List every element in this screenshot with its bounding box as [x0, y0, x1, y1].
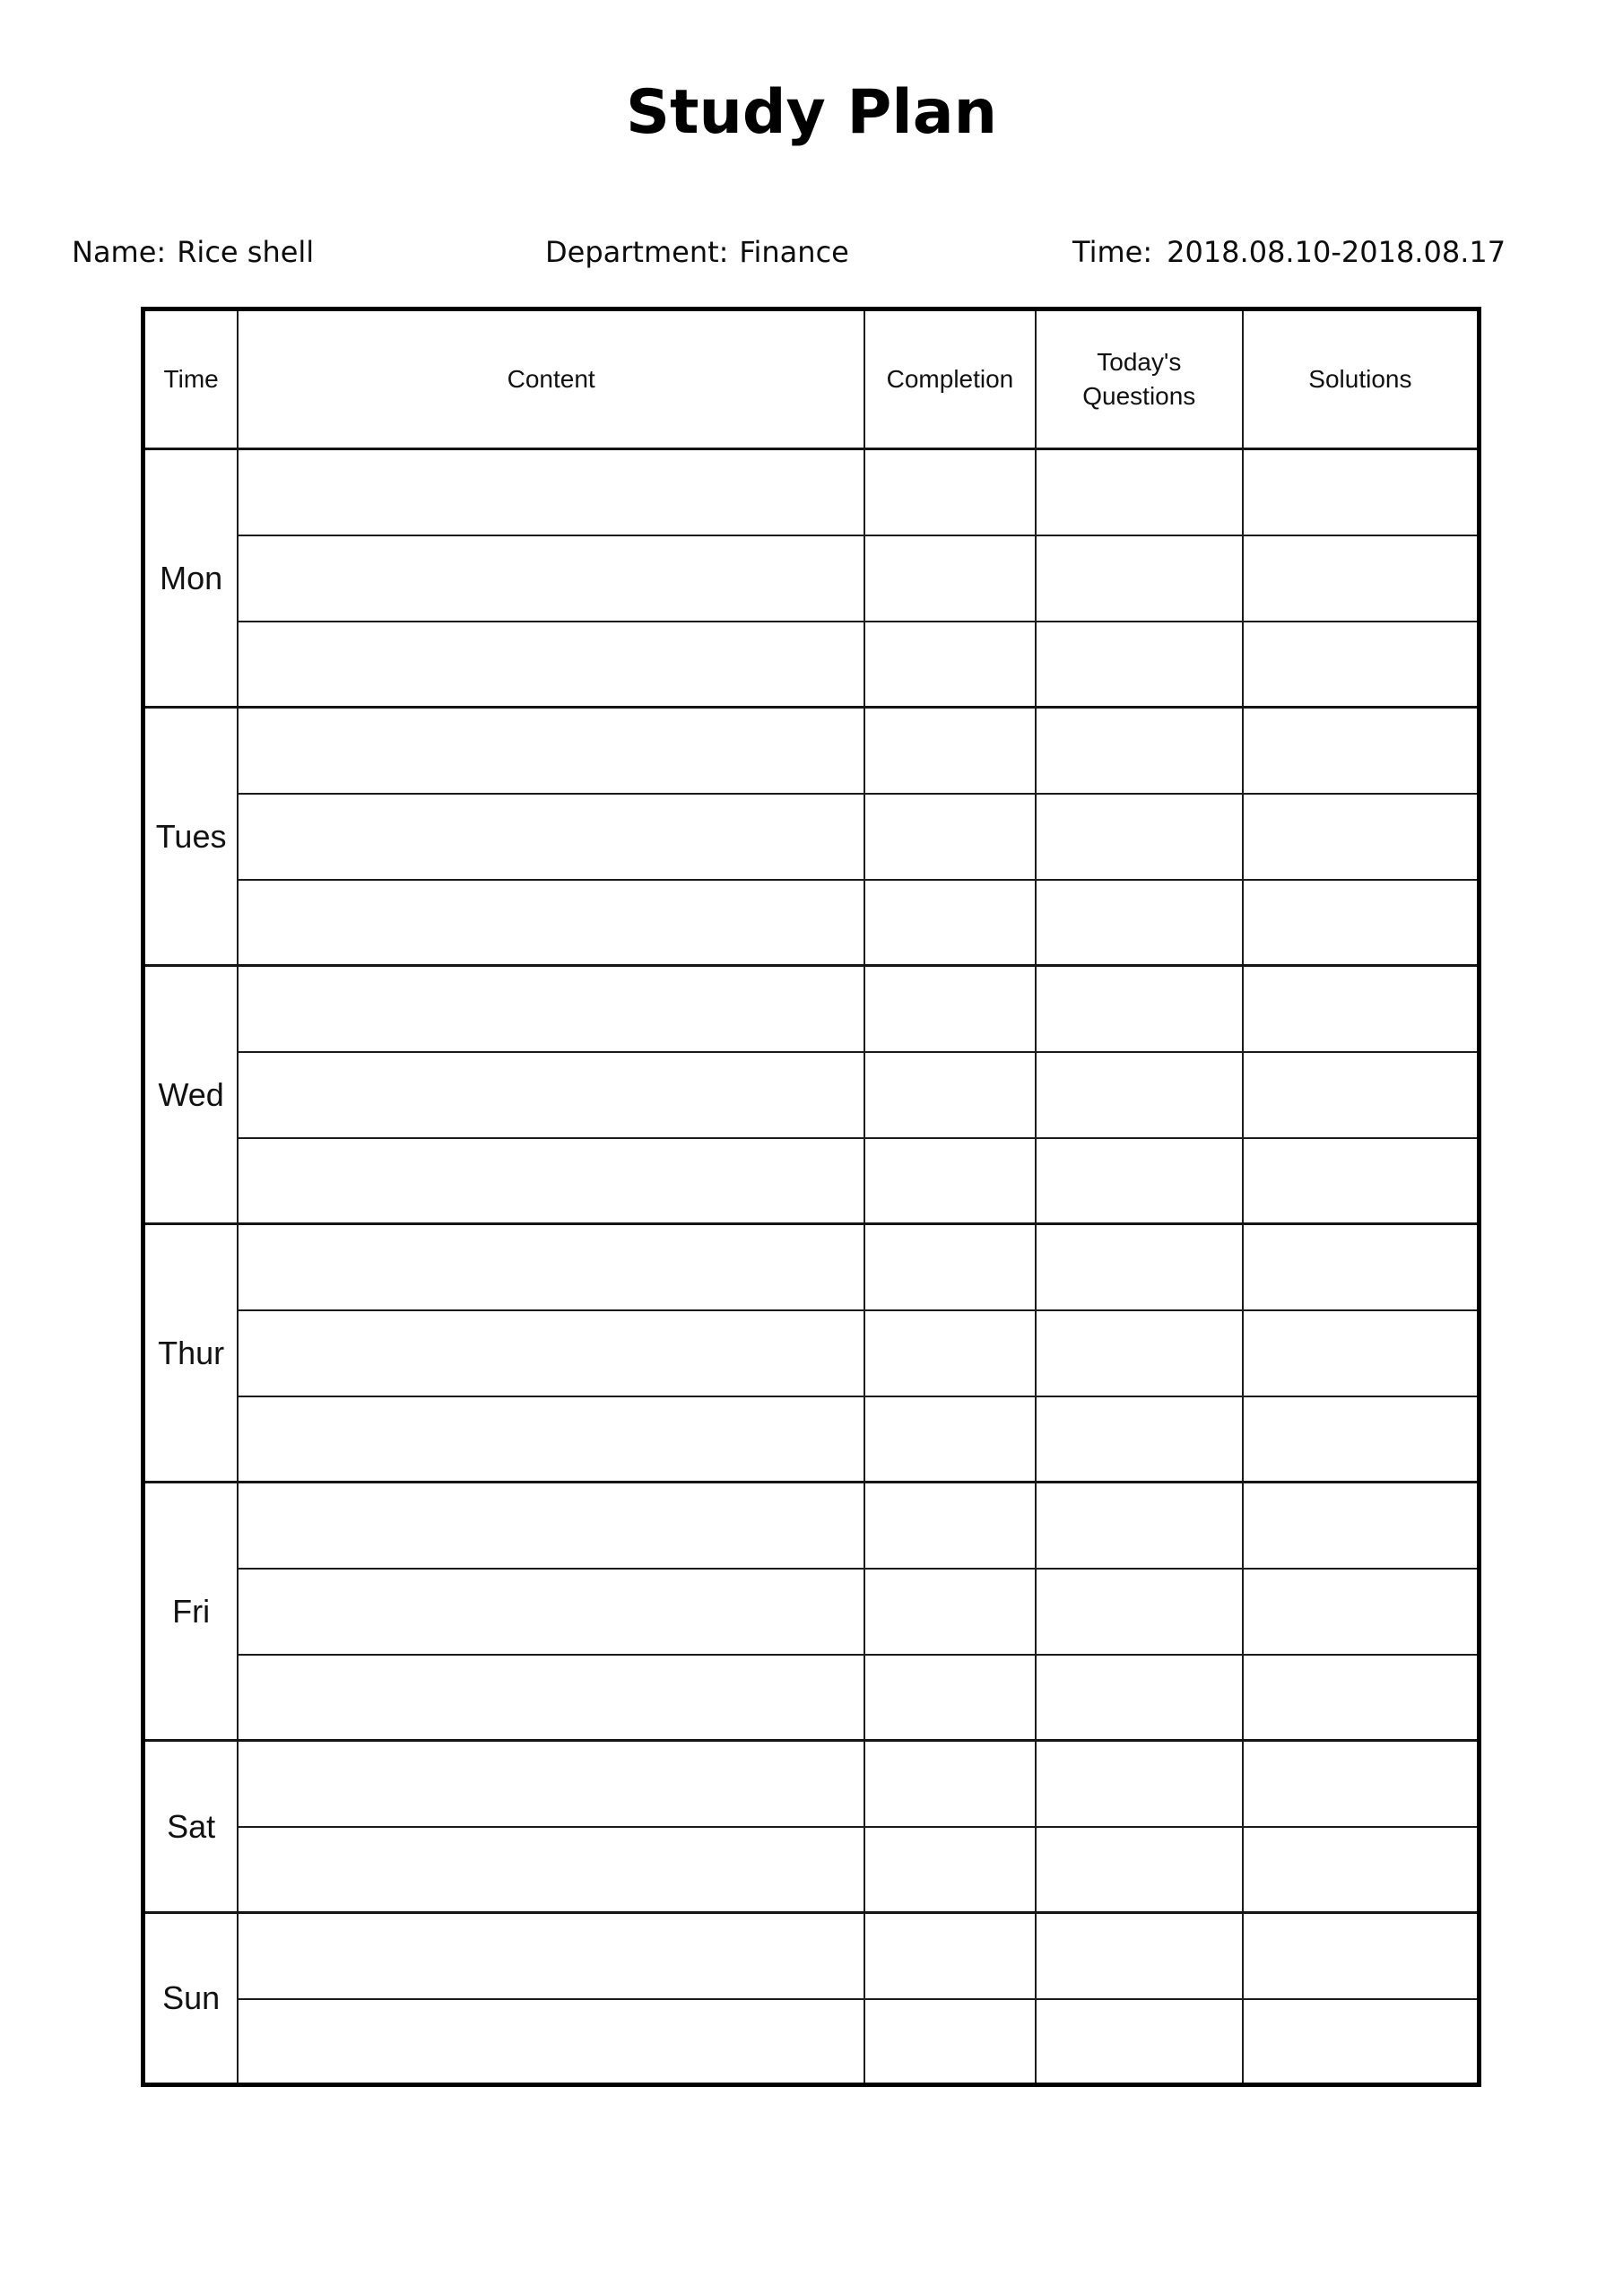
empty-cell	[238, 1224, 864, 1310]
empty-cell	[1036, 1827, 1243, 1913]
empty-cell	[1036, 1569, 1243, 1655]
empty-cell	[238, 622, 864, 708]
empty-cell	[1243, 1913, 1480, 1999]
table-row	[143, 622, 1480, 708]
empty-cell	[238, 708, 864, 794]
day-label-mon: Mon	[143, 449, 239, 708]
empty-cell	[1036, 1999, 1243, 2085]
empty-cell	[1036, 708, 1243, 794]
empty-cell	[1036, 1052, 1243, 1138]
empty-cell	[1036, 1913, 1243, 1999]
empty-cell	[864, 1655, 1036, 1741]
empty-cell	[864, 1569, 1036, 1655]
empty-cell	[1243, 1224, 1480, 1310]
empty-cell	[1036, 1310, 1243, 1396]
name-field	[72, 231, 314, 273]
empty-cell	[1036, 449, 1243, 535]
table-row	[143, 1569, 1480, 1655]
day-label-sat: Sat	[143, 1741, 239, 1913]
empty-cell	[238, 1999, 864, 2085]
empty-cell	[1036, 535, 1243, 622]
day-label-fri: Fri	[143, 1483, 239, 1741]
table-row	[143, 1655, 1480, 1741]
table-row	[143, 1483, 1480, 1569]
empty-cell	[864, 1224, 1036, 1310]
table-row	[143, 1396, 1480, 1483]
empty-cell	[1036, 966, 1243, 1052]
empty-cell	[238, 1483, 864, 1569]
empty-cell	[238, 535, 864, 622]
day-label-thur: Thur	[143, 1224, 239, 1483]
empty-cell	[1243, 449, 1480, 535]
column-header-solutions: Solutions	[1243, 309, 1480, 449]
empty-cell	[1036, 1655, 1243, 1741]
empty-cell	[1036, 1224, 1243, 1310]
empty-cell	[1243, 1999, 1480, 2085]
empty-cell	[238, 1655, 864, 1741]
empty-cell	[238, 1569, 864, 1655]
empty-cell	[1243, 1655, 1480, 1741]
time-value: 2018.08.10-2018.08.17	[1167, 235, 1506, 269]
day-label-wed: Wed	[143, 966, 239, 1224]
empty-cell	[1036, 1396, 1243, 1483]
empty-cell	[864, 966, 1036, 1052]
table-row	[143, 1310, 1480, 1396]
empty-cell	[1243, 1138, 1480, 1224]
empty-cell	[238, 966, 864, 1052]
table-row	[143, 1052, 1480, 1138]
table-row	[143, 1827, 1480, 1913]
table-row	[143, 794, 1480, 880]
empty-cell	[864, 794, 1036, 880]
name-value: Rice shell	[177, 235, 315, 269]
empty-cell	[1036, 880, 1243, 966]
table-row	[143, 1913, 1480, 1999]
empty-cell	[1243, 794, 1480, 880]
column-header-time: Time	[143, 309, 239, 449]
empty-cell	[238, 1138, 864, 1224]
name-label: Name:	[72, 235, 167, 269]
table-row	[143, 1224, 1480, 1310]
empty-cell	[864, 1999, 1036, 2085]
table-row	[143, 966, 1480, 1052]
empty-cell	[1036, 1483, 1243, 1569]
table-row	[143, 1138, 1480, 1224]
empty-cell	[238, 1396, 864, 1483]
day-label-sun: Sun	[143, 1913, 239, 2085]
table-row	[143, 1999, 1480, 2085]
empty-cell	[1243, 1310, 1480, 1396]
empty-cell	[864, 449, 1036, 535]
empty-cell	[238, 1827, 864, 1913]
empty-cell	[864, 622, 1036, 708]
header-row	[143, 309, 1480, 449]
empty-cell	[864, 535, 1036, 622]
department-value: Finance	[739, 235, 849, 269]
empty-cell	[238, 794, 864, 880]
empty-cell	[238, 1310, 864, 1396]
table-row	[143, 1741, 1480, 1827]
empty-cell	[864, 1138, 1036, 1224]
empty-cell	[864, 708, 1036, 794]
page-title: Study Plan	[625, 77, 997, 148]
empty-cell	[864, 1396, 1036, 1483]
department-label: Department:	[545, 235, 729, 269]
empty-cell	[1243, 1741, 1480, 1827]
empty-cell	[1243, 535, 1480, 622]
table-row	[143, 880, 1480, 966]
column-header-todays-questions: Today's Questions	[1036, 309, 1243, 449]
empty-cell	[1036, 1138, 1243, 1224]
day-label-tues: Tues	[143, 708, 239, 966]
empty-cell	[1036, 1741, 1243, 1827]
column-header-completion: Completion	[864, 309, 1036, 449]
empty-cell	[1243, 622, 1480, 708]
empty-cell	[1243, 1827, 1480, 1913]
empty-cell	[864, 1913, 1036, 1999]
empty-cell	[864, 1310, 1036, 1396]
empty-cell	[238, 449, 864, 535]
empty-cell	[238, 1052, 864, 1138]
empty-cell	[1243, 1569, 1480, 1655]
empty-cell	[864, 880, 1036, 966]
empty-cell	[864, 1052, 1036, 1138]
empty-cell	[864, 1827, 1036, 1913]
empty-cell	[238, 880, 864, 966]
empty-cell	[238, 1913, 864, 1999]
empty-cell	[1243, 880, 1480, 966]
empty-cell	[1243, 1396, 1480, 1483]
table-row	[143, 708, 1480, 794]
column-header-content: Content	[238, 309, 864, 449]
empty-cell	[1243, 1483, 1480, 1569]
empty-cell	[1243, 1052, 1480, 1138]
empty-cell	[1036, 622, 1243, 708]
empty-cell	[864, 1741, 1036, 1827]
study-plan-table	[141, 307, 1481, 2087]
info-row	[0, 231, 1623, 282]
time-label: Time:	[1072, 235, 1153, 269]
department-field	[545, 231, 849, 273]
empty-cell	[1243, 708, 1480, 794]
empty-cell	[864, 1483, 1036, 1569]
empty-cell	[1243, 966, 1480, 1052]
table-row	[143, 449, 1480, 535]
table-row	[143, 535, 1480, 622]
empty-cell	[238, 1741, 864, 1827]
time-field	[1072, 231, 1506, 273]
empty-cell	[1036, 794, 1243, 880]
